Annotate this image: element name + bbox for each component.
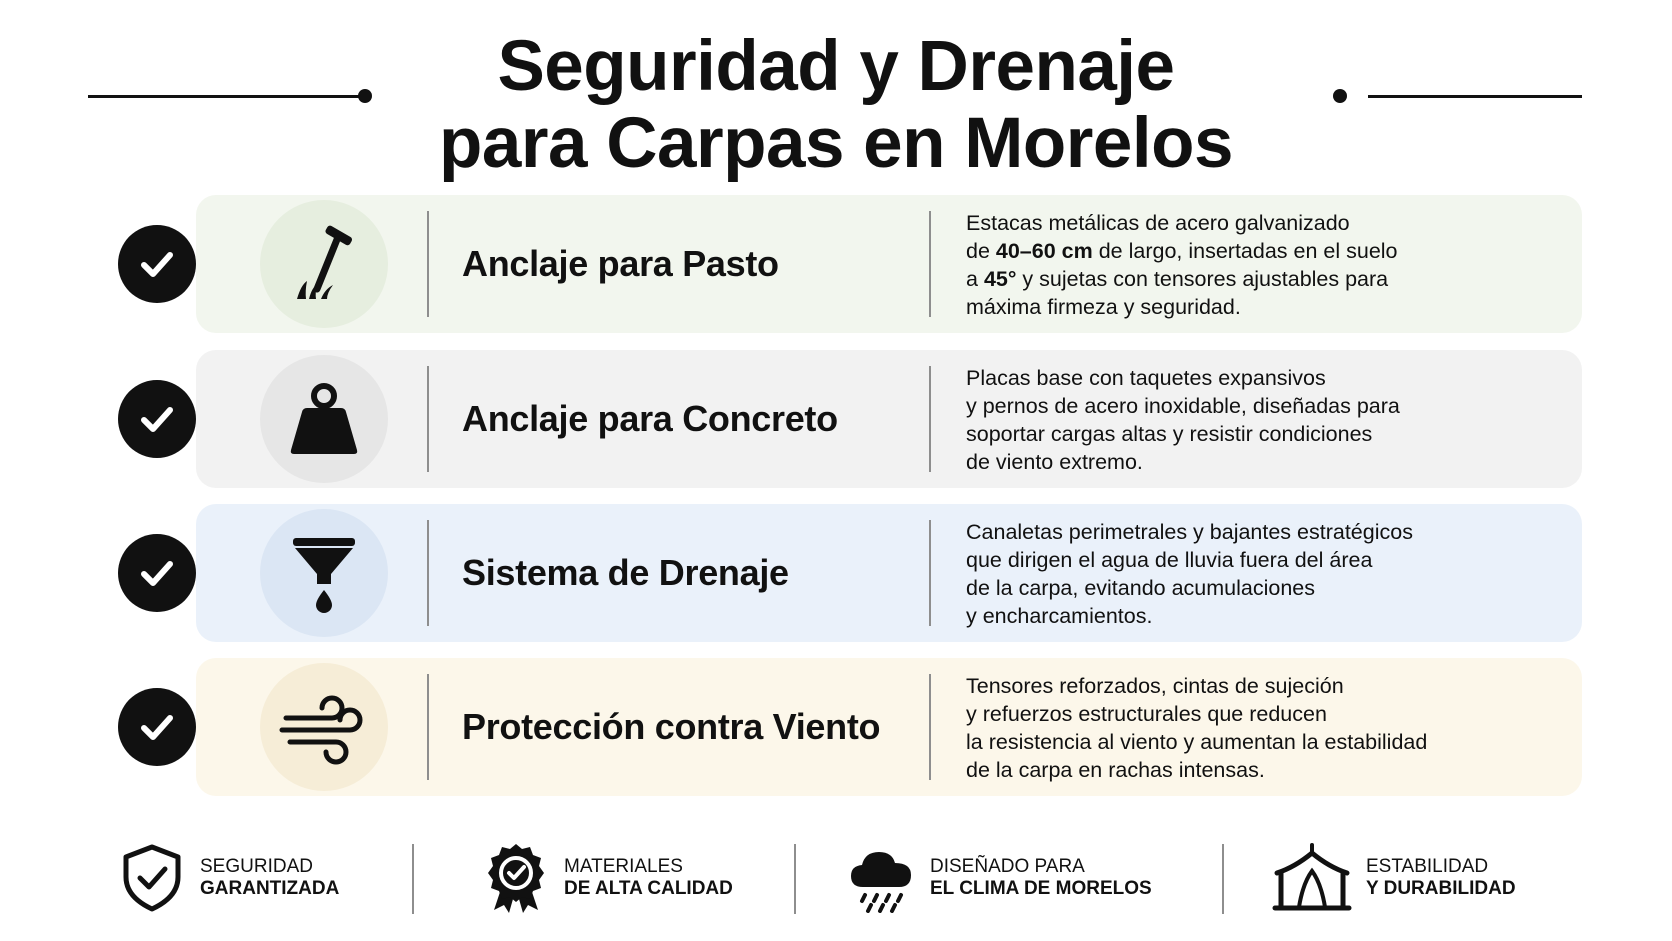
feature-card — [196, 195, 1582, 333]
desc-line: la resistencia al viento y aumentan la estabilidad — [966, 730, 1428, 754]
footer-label-line2: GARANTIZADA — [200, 878, 340, 899]
desc-line: de la carpa en rachas intensas. — [966, 758, 1265, 782]
desc-line: y refuerzos estructurales que reducen — [966, 702, 1327, 726]
footer-item-stability — [1270, 838, 1516, 918]
footer-label-line1: SEGURIDAD — [200, 856, 313, 877]
page-title-line1: Seguridad y Drenaje — [497, 27, 1175, 106]
tent-icon — [1270, 842, 1354, 914]
desc-line: que dirigen el agua de lluvia fuera del área — [966, 548, 1373, 572]
feature-description — [966, 209, 1566, 321]
page-title — [386, 28, 1286, 182]
desc-highlight: 40–60 cm — [995, 239, 1093, 263]
feature-title: Anclaje para Concreto — [462, 398, 838, 439]
footer-label-line1: DISEÑADO PARA — [930, 856, 1085, 877]
desc-line: soportar cargas altas y resistir condiciones — [966, 422, 1373, 446]
card-divider — [427, 211, 429, 317]
check-icon — [118, 688, 196, 766]
feature-description — [966, 518, 1566, 630]
rain-cloud-icon — [846, 842, 918, 914]
desc-line: Placas base con taquetes expansivos — [966, 366, 1326, 390]
desc-text: a — [966, 267, 984, 291]
footer-label-line1: MATERIALES — [564, 856, 683, 877]
card-divider — [929, 674, 931, 780]
footer-label — [1366, 856, 1516, 900]
footer-label — [200, 856, 339, 900]
header-line-left — [88, 95, 368, 98]
footer-divider — [794, 844, 796, 914]
feature-title: Protección contra Viento — [462, 706, 881, 747]
desc-line — [966, 265, 1566, 293]
feature-title: Sistema de Drenaje — [462, 552, 789, 593]
desc-line: de la carpa, evitando acumulaciones — [966, 576, 1315, 600]
desc-line: máxima firmeza y seguridad. — [966, 295, 1241, 319]
desc-line: y pernos de acero inoxidable, diseñadas para — [966, 394, 1400, 418]
desc-highlight: 45° — [983, 267, 1017, 291]
check-icon — [118, 534, 196, 612]
desc-text: de largo, insertadas en el suelo — [1092, 239, 1398, 263]
card-divider — [427, 674, 429, 780]
check-icon — [118, 225, 196, 303]
page-header — [0, 22, 1672, 182]
footer-label-line2: Y DURABILIDAD — [1366, 878, 1516, 899]
footer-item-security — [116, 838, 339, 918]
feature-card — [196, 350, 1582, 488]
desc-text: y sujetas con tensores ajustables para — [1016, 267, 1389, 291]
footer-label — [564, 856, 733, 900]
weight-icon — [260, 355, 388, 483]
desc-line: Canaletas perimetrales y bajantes estratégicos — [966, 520, 1413, 544]
footer-divider — [412, 844, 414, 914]
feature-description — [966, 672, 1566, 784]
footer-label-line2: EL CLIMA DE MORELOS — [930, 878, 1152, 899]
check-icon — [118, 380, 196, 458]
card-divider — [929, 366, 931, 472]
card-divider — [929, 211, 931, 317]
footer-divider — [1222, 844, 1224, 914]
footer-item-climate — [846, 838, 1152, 918]
feature-title: Anclaje para Pasto — [462, 243, 779, 284]
header-line-right — [1368, 95, 1582, 98]
stake-icon — [260, 200, 388, 328]
desc-text: de — [966, 239, 996, 263]
feature-card — [196, 504, 1582, 642]
card-divider — [929, 520, 931, 626]
badge-medal-icon — [480, 842, 552, 914]
footer-item-materials — [480, 838, 733, 918]
feature-description — [966, 364, 1566, 476]
footer-label-line2: DE ALTA CALIDAD — [564, 878, 733, 899]
header-dot-right — [1333, 89, 1347, 103]
footer-label — [930, 856, 1152, 900]
wind-icon — [260, 663, 388, 791]
card-divider — [427, 366, 429, 472]
header-dot-left — [358, 89, 372, 103]
shield-check-icon — [116, 842, 188, 914]
desc-line: Tensores reforzados, cintas de sujeción — [966, 674, 1344, 698]
funnel-drop-icon — [260, 509, 388, 637]
footer-label-line1: ESTABILIDAD — [1366, 856, 1489, 877]
footer-badges — [0, 838, 1672, 928]
desc-line — [966, 237, 1566, 265]
desc-line: y encharcamientos. — [966, 604, 1153, 628]
page-title-line2: para Carpas en Morelos — [439, 104, 1233, 183]
feature-card — [196, 658, 1582, 796]
card-divider — [427, 520, 429, 626]
desc-line: de viento extremo. — [966, 450, 1143, 474]
desc-line: Estacas metálicas de acero galvanizado — [966, 211, 1350, 235]
